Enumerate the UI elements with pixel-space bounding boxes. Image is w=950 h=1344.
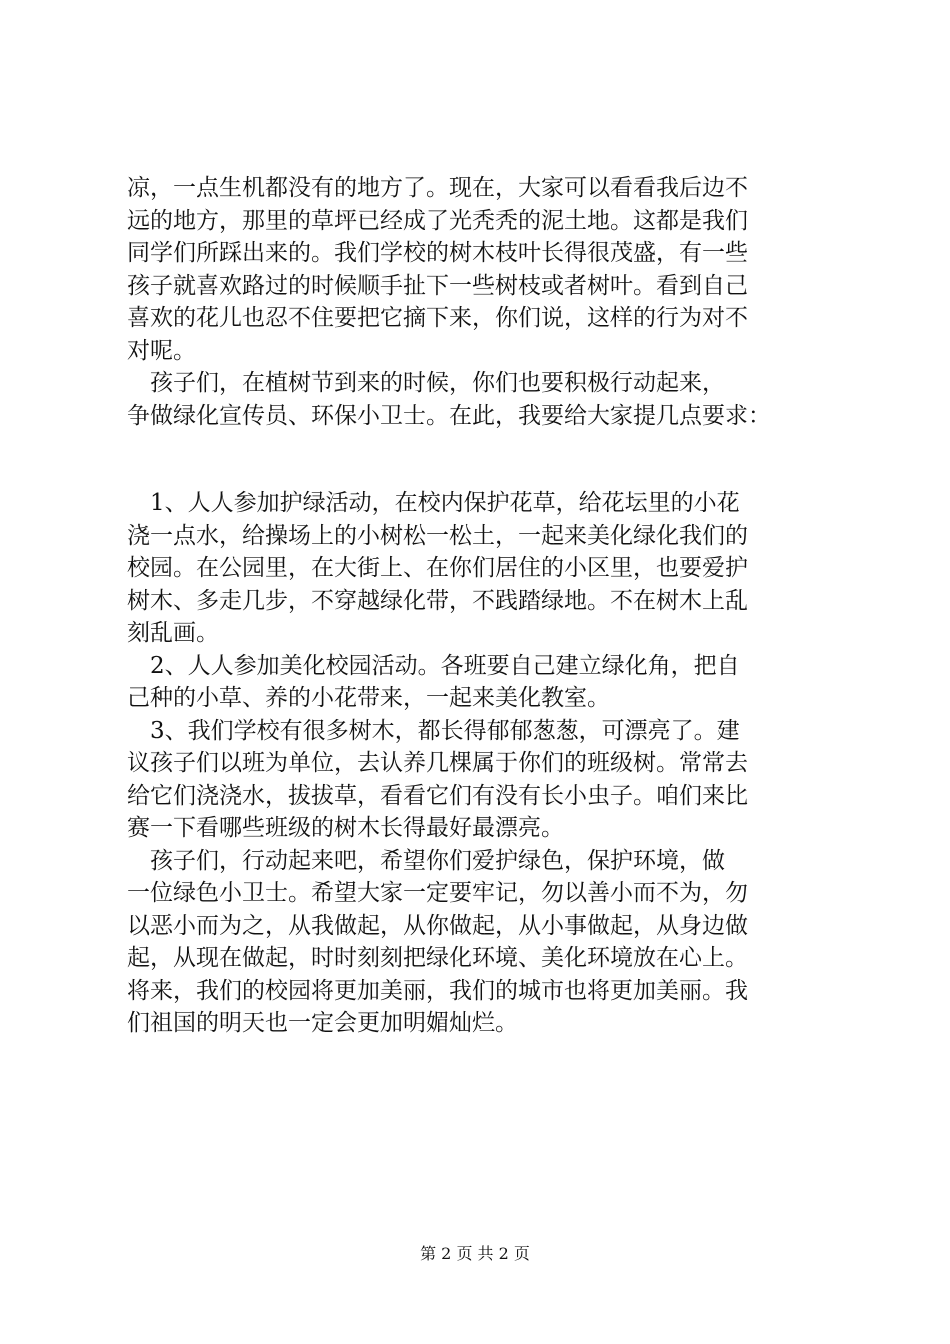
text-line: 孩子们，行动起来吧，希望你们爱护绿色，保护环境，做 bbox=[127, 847, 725, 874]
paragraph-gap bbox=[127, 432, 827, 487]
text-line: 刻乱画。 bbox=[127, 620, 219, 646]
text-line: 同学们所踩出来的。我们学校的树木枝叶长得很茂盛，有一些 bbox=[127, 240, 748, 266]
paragraph-block-2 bbox=[127, 487, 827, 1040]
text-line: 喜欢的花儿也忍不住要把它摘下来，你们说，这样的行为对不 bbox=[127, 305, 748, 331]
text-line: 1、人人参加护绿活动，在校内保护花草，给花坛里的小花 bbox=[127, 490, 740, 516]
text-line: 议孩子们以班为单位，去认养几棵属于你们的班级树。常常去 bbox=[127, 750, 748, 776]
text-line: 孩子就喜欢路过的时候顺手扯下一些树枝或者树叶。看到自己 bbox=[127, 272, 748, 299]
text-line: 争做绿化宣传员、环保小卫士。在此，我要给大家提几点要求： bbox=[127, 402, 771, 429]
document-body bbox=[127, 172, 827, 1040]
text-line: 校园。在公园里，在大街上、在你们居住的小区里，也要爱护 bbox=[127, 555, 748, 581]
text-line: 以恶小而为之，从我做起，从你做起，从小事做起，从身边做 bbox=[127, 912, 748, 939]
text-line: 给它们浇浇水，拔拔草，看看它们有没有长小虫子。咱们来比 bbox=[127, 782, 748, 809]
text-line: 们祖国的明天也一定会更加明媚灿烂。 bbox=[127, 1010, 518, 1036]
paragraph-block-1 bbox=[127, 172, 827, 432]
text-line: 己种的小草、养的小花带来，一起来美化教室。 bbox=[127, 685, 610, 711]
text-line: 起，从现在做起，时时刻刻把绿化环境、美化环境放在心上。 bbox=[127, 945, 748, 971]
text-line: 一位绿色小卫士。希望大家一定要牢记，勿以善小而不为，勿 bbox=[127, 880, 748, 906]
text-line: 远的地方，那里的草坪已经成了光秃秃的泥土地。这都是我们 bbox=[127, 207, 748, 234]
text-line: 3、我们学校有很多树木，都长得郁郁葱葱，可漂亮了。建 bbox=[127, 717, 740, 744]
text-line: 浇一点水，给操场上的小树松一松土，一起来美化绿化我们的 bbox=[127, 522, 748, 549]
text-line: 赛一下看哪些班级的树木长得最好最漂亮。 bbox=[127, 815, 564, 841]
text-line: 对呢。 bbox=[127, 337, 196, 364]
text-line: 将来，我们的校园将更加美丽，我们的城市也将更加美丽。我 bbox=[127, 977, 748, 1004]
text-line: 2、人人参加美化校园活动。各班要自己建立绿化角，把自 bbox=[127, 652, 740, 679]
text-line: 凉，一点生机都没有的地方了。现在，大家可以看看我后边不 bbox=[127, 175, 748, 201]
text-line: 树木、多走几步，不穿越绿化带，不践踏绿地。不在树木上乱 bbox=[127, 587, 748, 614]
text-line: 孩子们，在植树节到来的时候，你们也要积极行动起来， bbox=[127, 370, 725, 396]
page-number-footer: 第 2 页 共 2 页 bbox=[420, 1244, 530, 1263]
